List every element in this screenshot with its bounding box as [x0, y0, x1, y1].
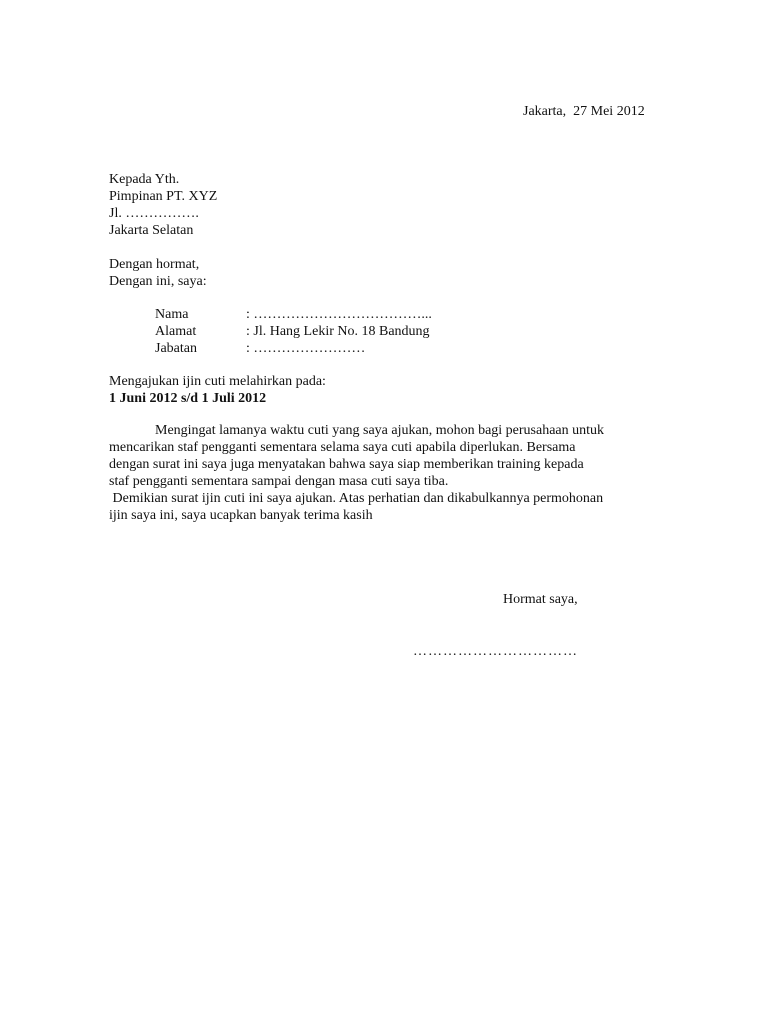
body-line: mencarikan staf pengganti sementara selama saya cuti apabila diperlukan. Bersama	[109, 440, 576, 455]
greeting: Dengan hormat,	[109, 257, 200, 272]
closing: Hormat saya,	[503, 592, 578, 607]
field-label-jabatan: Jabatan	[155, 341, 197, 356]
body-line: Demikian surat ijin cuti ini saya ajukan. Atas perhatian dan dikabulkannya permohonan	[109, 491, 604, 506]
recipient-salutation: Kepada Yth.	[109, 172, 180, 187]
recipient-city: Jakarta Selatan	[109, 223, 194, 238]
field-label-nama: Nama	[155, 307, 189, 322]
leave-period: 1 Juni 2012 s/d 1 Juli 2012	[109, 391, 267, 406]
intro-line: Dengan ini, saya:	[109, 274, 207, 289]
body-line: staf pengganti sementara sampai dengan masa cuti saya tiba.	[109, 474, 449, 489]
recipient-name: Pimpinan PT. XYZ	[109, 189, 218, 204]
body-line: dengan surat ini saya juga menyatakan bahwa saya siap memberikan training kepada	[109, 457, 584, 472]
body-line: ijin saya ini, saya ucapkan banyak terima kasih	[109, 508, 373, 523]
place-date: Jakarta, 27 Mei 2012	[523, 104, 645, 119]
body-line: Mengingat lamanya waktu cuti yang saya ajukan, mohon bagi perusahaan untuk	[155, 423, 605, 438]
field-value-jabatan: : ……………………	[246, 341, 366, 356]
request-line: Mengajukan ijin cuti melahirkan pada:	[109, 374, 326, 389]
body-paragraph	[109, 422, 661, 524]
recipient-street: Jl. …………….	[109, 206, 199, 221]
field-label-alamat: Alamat	[155, 324, 197, 339]
field-value-alamat: : Jl. Hang Lekir No. 18 Bandung	[246, 324, 430, 339]
field-value-nama: : ………………………………...	[246, 307, 432, 322]
signature-placeholder: ……………………………	[413, 644, 578, 659]
